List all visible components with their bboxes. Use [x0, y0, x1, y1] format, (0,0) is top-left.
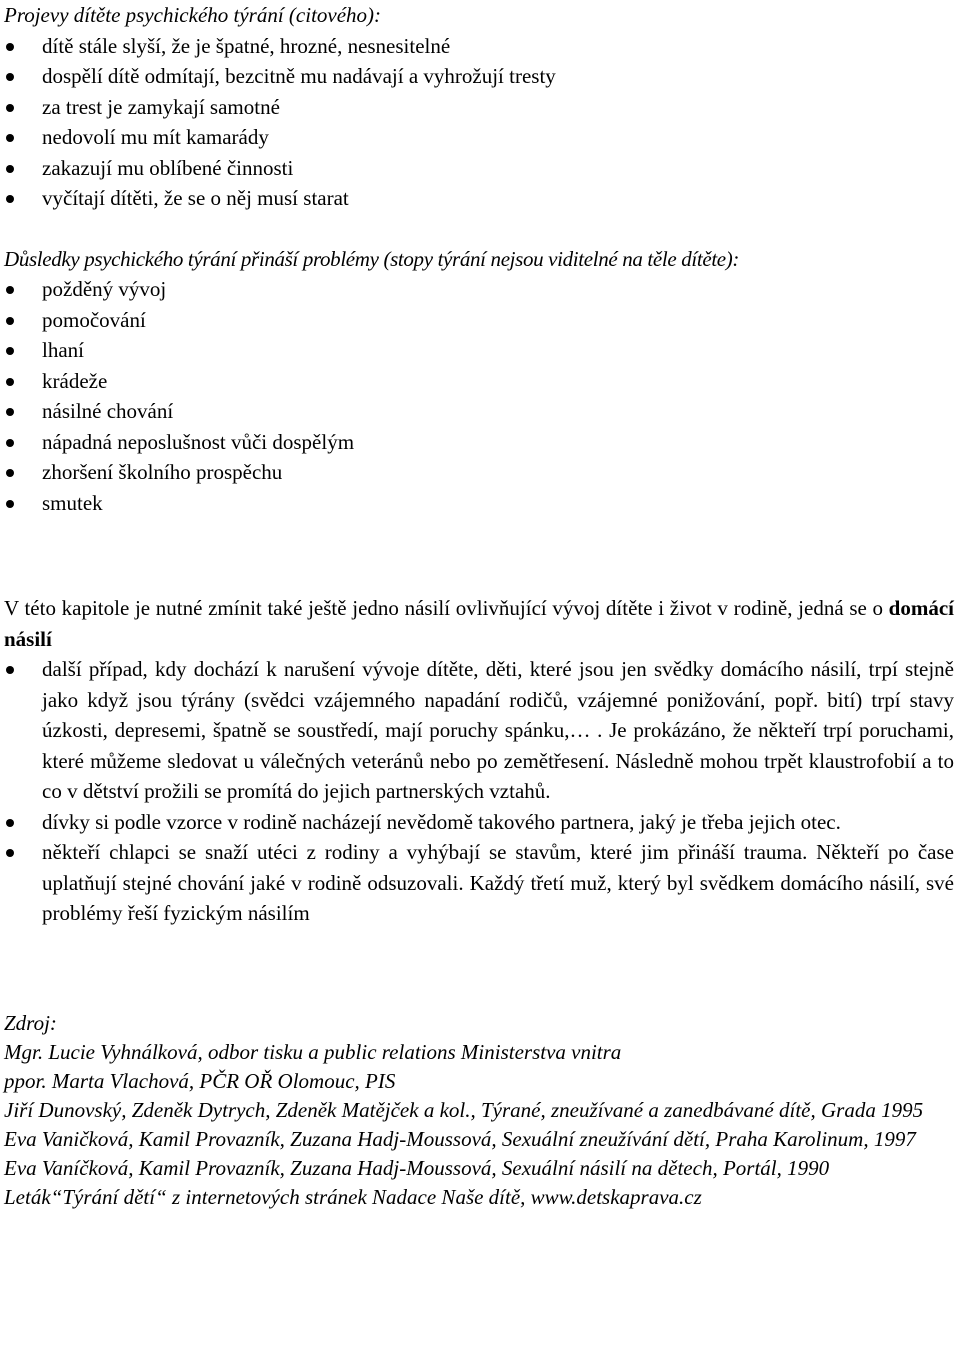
- source-entry: Mgr. Lucie Vyhnálková, odbor tisku a public relations Ministerstva vnitra: [4, 1039, 622, 1064]
- bullet-icon: [6, 317, 14, 325]
- bullet-icon: [6, 408, 14, 416]
- document-page: [4, 0, 954, 1212]
- list-item: někteří chlapci se snaží utéci z rodiny a vyhýbají se stavům, které jim přináší trauma. Někteří po čase uplatňují stejné chování jaké v rodině odsuzovali. Každý třetí muž, který byl svědkem domácího násilí, své problémy řeší fyzickým násilím: [4, 837, 954, 929]
- domestic-violence-term: domácí násilí: [4, 596, 954, 651]
- bullet-list-domaci-nasili: [4, 654, 954, 929]
- spacer: [4, 214, 954, 244]
- bullet-icon: [6, 134, 14, 142]
- bullet-icon: [6, 165, 14, 173]
- list-item: vyčítají dítěti, že se o něj musí starat: [4, 183, 954, 214]
- source-entry: Jiří Dunovský, Zdeněk Dytrych, Zdeněk Matějček a kol., Týrané, zneužívané a zanedbávané dítě, Grada 1995: [4, 1097, 924, 1122]
- list-item: nedovolí mu mít kamarády: [4, 122, 954, 153]
- source-entry: Leták“Týrání dětí“ z internetových stránek Nadace Naše dítě, www.detskaprava.cz: [4, 1184, 702, 1209]
- bullet-icon: [6, 347, 14, 355]
- sources-label: Zdroj:: [4, 1010, 57, 1035]
- bullet-icon: [6, 195, 14, 203]
- list-item: dítě stále slyší, že je špatné, hrozné, nesnesitelné: [4, 31, 954, 62]
- bullet-list-dusledky: [4, 274, 954, 518]
- bullet-icon: [6, 73, 14, 81]
- list-item: nápadná neposlušnost vůči dospělým: [4, 427, 954, 458]
- list-item: lhaní: [4, 335, 954, 366]
- list-item: pomočování: [4, 305, 954, 336]
- intro-paragraph: V této kapitole je nutné zmínit také ještě jedno násilí ovlivňující vývoj dítěte i život v rodině, jedná se o domácí násilí: [4, 596, 954, 651]
- list-item: smutek: [4, 488, 954, 519]
- spacer: [4, 929, 954, 1009]
- source-entry: ppor. Marta Vlachová, PČR OŘ Olomouc, PIS: [4, 1068, 396, 1093]
- list-item: další případ, kdy dochází k narušení vývoje dítěte, děti, které jsou jen svědky domácího násilí, trpí stejně jako když jsou týrány (svědci vzájemného napadání rodičů, vzájemné ponižování, popř. bití) trpí stavy úzkosti, depresemi, špatně se soustředí, mají poruchy spánku,… . Je prokázáno, že někteří trpí poruchami, které můžeme sledovat u válečných veteránů nebo po zemětřesení. Následně mohou trpět klaustrofobií a to co v dětství prožili se promítá do jejich partnerských vztahů.: [4, 654, 954, 807]
- section-heading-projevy: Projevy dítěte psychického týrání (citového):: [4, 3, 382, 27]
- bullet-icon: [6, 469, 14, 477]
- list-item: zhoršení školního prospěchu: [4, 457, 954, 488]
- bullet-icon: [6, 43, 14, 51]
- list-item: dívky si podle vzorce v rodině nacházejí nevědomě takového partnera, jaký je třeba jejich otec.: [4, 807, 954, 838]
- list-item: zakazují mu oblíbené činnosti: [4, 153, 954, 184]
- bullet-icon: [6, 849, 14, 857]
- source-entry: Eva Vaníčková, Kamil Provazník, Zuzana Hadj-Moussová, Sexuální násilí na dětech, Portál, 1990: [4, 1155, 830, 1180]
- list-item: požděný vývoj: [4, 274, 954, 305]
- bullet-icon: [6, 378, 14, 386]
- bullet-icon: [6, 819, 14, 827]
- list-item: násilné chování: [4, 396, 954, 427]
- bullet-icon: [6, 500, 14, 508]
- list-item: dospělí dítě odmítají, bezcitně mu nadávají a vyhrožují tresty: [4, 61, 954, 92]
- bullet-icon: [6, 666, 14, 674]
- bullet-icon: [6, 286, 14, 294]
- section-heading-dusledky: Důsledky psychického týrání přináší problémy (stopy týrání nejsou viditelné na těle dítěte):: [4, 246, 740, 271]
- bullet-list-projevy: [4, 31, 954, 214]
- source-entry: Eva Vaničková, Kamil Provazník, Zuzana Hadj-Moussová, Sexuální zneužívání dětí, Praha Karolinum, 1997: [4, 1126, 916, 1151]
- list-item: krádeže: [4, 366, 954, 397]
- bullet-icon: [6, 439, 14, 447]
- list-item: za trest je zamykají samotné: [4, 92, 954, 123]
- bullet-icon: [6, 104, 14, 112]
- spacer: [4, 518, 954, 593]
- sources-section: [4, 1009, 954, 1212]
